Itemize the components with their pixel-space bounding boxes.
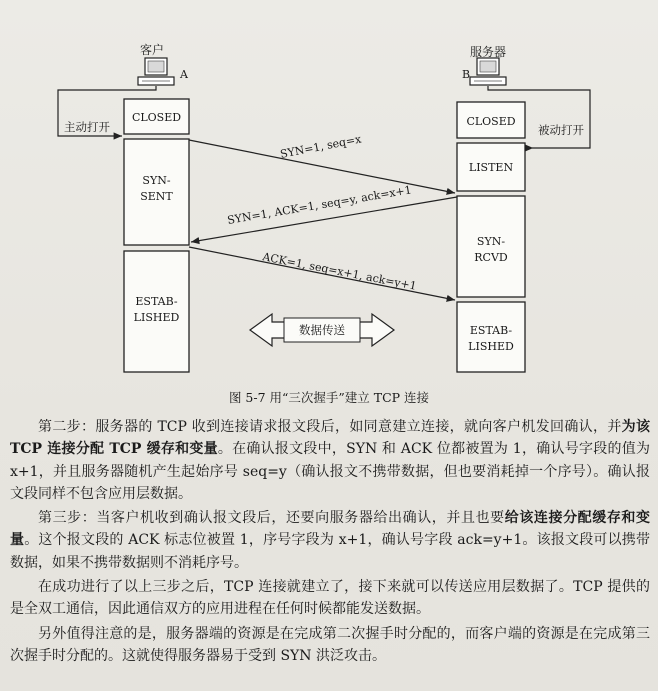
server-state-established	[457, 302, 525, 372]
syn-ack-message-label: SYN=1, ACK=1, seq=y, ack=x+1	[226, 183, 413, 227]
server-state-established-label-1: ESTAB-	[469, 324, 513, 337]
server-state-closed-label: CLOSED	[466, 115, 516, 128]
ack-message-label: ACK=1, seq=x+1, ack=y+1	[261, 250, 418, 293]
client-state-closed-label: CLOSED	[131, 111, 182, 124]
server-state-established-label-2: LISHED	[468, 340, 514, 353]
paragraph-step-two: 第二步：服务器的 TCP 收到连接请求报文段后，如同意建立连接，就向客户机发回确认，并为该 TCP 连接分配 TCP 缓存和变量。在确认报文段中，SYN 和 ACK 位都被置为 1，确认号字段的值为 x+1，并且服务器随机产生起始序号 seq=y（确认报文不携带数据，但也要消耗掉一个序号）。确认报文段同样不包含应用层数据。	[10, 419, 651, 502]
bold-allocate-cache: 为该 TCP 连接分配 TCP 缓存和变量	[10, 419, 651, 458]
server-letter: B	[462, 68, 471, 81]
figure-caption: 图 5-7 用“三次握手”建立 TCP 连接	[228, 390, 430, 405]
paragraph-step-three: 第三步：当客户机收到确认报文段后，还要向服务器给出确认，并且也要给该连接分配缓存和变量。这个报文段的 ACK 标志位被置 1，序号字段为 x+1，确认号字段 ack=y+1。该报文段可以携带数据，如果不携带数据则不消耗序号。	[10, 510, 651, 571]
paragraph-syn-flood-note: 另外值得注意的是，服务器端的资源是在完成第二次握手时分配的，而客户端的资源是在完成第三次握手时分配的。这就使得服务器易于受到 SYN 洪泛攻击。	[10, 625, 650, 664]
passive-open-label: 被动打开	[538, 123, 584, 137]
server-computer-icon	[470, 58, 506, 85]
client-label: 客户	[140, 43, 165, 57]
client-state-syn-sent-label-2: SENT	[140, 190, 173, 203]
server-state-syn-rcvd-label-1: SYN-	[476, 235, 506, 248]
body-text	[10, 416, 650, 667]
server-state-listen-label: LISTEN	[468, 161, 514, 174]
syn-message-label: SYN=1, seq=x	[279, 132, 363, 161]
client-state-established-label-2: LISHED	[133, 311, 180, 324]
paragraph-connection-established: 在成功进行了以上三步之后，TCP 连接就建立了，接下来就可以传送应用层数据了。TCP 提供的是全双工通信，因此通信双方的应用进程在任何时候都能发送数据。	[10, 579, 650, 618]
server-state-syn-rcvd-label-2: RCVD	[474, 251, 508, 264]
active-open-label: 主动打开	[64, 120, 110, 134]
server-label: 服务器	[470, 45, 507, 59]
bold-allocate-buffer: 给该连接分配缓存和变量	[10, 510, 651, 549]
client-computer-icon	[138, 58, 174, 85]
client-state-syn-sent-label-1: SYN-	[142, 174, 171, 187]
data-transfer-label: 数据传送	[299, 323, 345, 337]
client-state-established-label-1: ESTAB-	[135, 295, 178, 308]
client-letter: A	[180, 68, 188, 81]
